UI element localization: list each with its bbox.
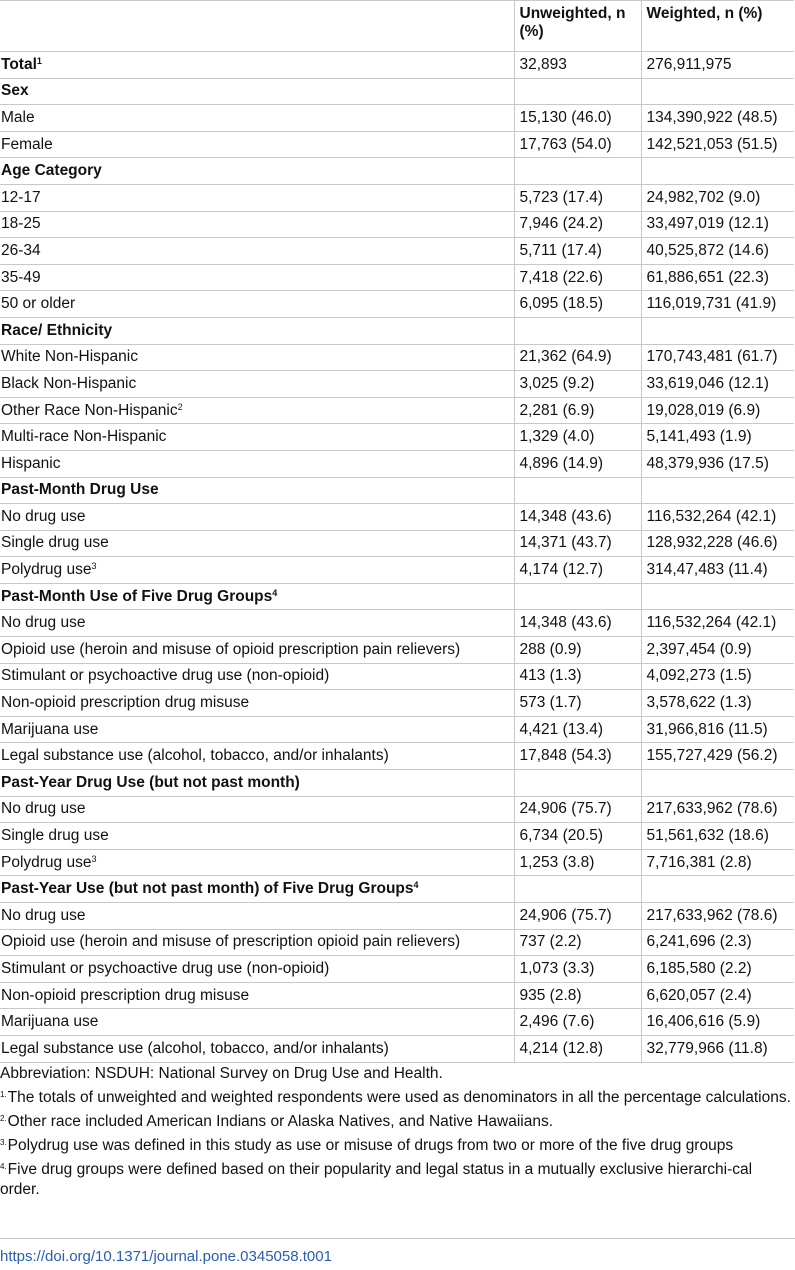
row-label-cell xyxy=(0,716,514,743)
row-label-cell xyxy=(0,583,514,610)
weighted-cell: 7,716,381 (2.8) xyxy=(641,849,794,876)
weighted-cell: 5,141,493 (1.9) xyxy=(641,424,794,451)
table-row xyxy=(0,238,794,265)
unweighted-cell: 14,348 (43.6) xyxy=(514,610,641,637)
row-label: Male xyxy=(1,108,35,126)
weighted-cell: 6,241,696 (2.3) xyxy=(641,929,794,956)
row-label: Female xyxy=(1,135,53,153)
row-label-cell xyxy=(0,450,514,477)
doi-link[interactable]: https://doi.org/10.1371/journal.pone.0345058.t001 xyxy=(0,1248,332,1265)
weighted-cell: 16,406,616 (5.9) xyxy=(641,1009,794,1036)
unweighted-cell: 288 (0.9) xyxy=(514,637,641,664)
unweighted-cell: 3,025 (9.2) xyxy=(514,371,641,398)
table-row xyxy=(0,397,794,424)
table-row xyxy=(0,371,794,398)
unweighted-cell: 15,130 (46.0) xyxy=(514,105,641,132)
weighted-cell: 116,532,264 (42.1) xyxy=(641,504,794,531)
table-row xyxy=(0,557,794,584)
weighted-cell: 142,521,053 (51.5) xyxy=(641,131,794,158)
header-weighted: Weighted, n (%) xyxy=(641,1,794,52)
footnote-ref: 3 xyxy=(91,853,97,864)
weighted-cell: 51,561,632 (18.6) xyxy=(641,823,794,850)
weighted-cell: 40,525,872 (14.6) xyxy=(641,238,794,265)
weighted-cell: 155,727,429 (56.2) xyxy=(641,743,794,770)
footnote-2 xyxy=(0,1112,792,1132)
table-row xyxy=(0,450,794,477)
weighted-cell xyxy=(641,876,794,903)
row-label-cell xyxy=(0,849,514,876)
weighted-cell: 3,578,622 (1.3) xyxy=(641,690,794,717)
row-label-cell xyxy=(0,823,514,850)
footnote-text: The totals of unweighted and weighted respondents were used as denominators in all the percentage calculations. xyxy=(7,1089,791,1106)
weighted-cell: 116,532,264 (42.1) xyxy=(641,610,794,637)
weighted-cell: 6,185,580 (2.2) xyxy=(641,956,794,983)
unweighted-cell: 413 (1.3) xyxy=(514,663,641,690)
weighted-cell xyxy=(641,78,794,105)
section-row xyxy=(0,158,794,185)
row-label-cell xyxy=(0,477,514,504)
row-label-cell xyxy=(0,876,514,903)
unweighted-cell: 7,946 (24.2) xyxy=(514,211,641,238)
footnote-marker: 1. xyxy=(0,1090,7,1099)
row-label: 26-34 xyxy=(1,241,41,259)
row-label-cell xyxy=(0,184,514,211)
weighted-cell: 24,982,702 (9.0) xyxy=(641,184,794,211)
footnote-text: Polydrug use was defined in this study as use or misuse of drugs from two or more of the five drug groups xyxy=(7,1137,734,1154)
table-row xyxy=(0,131,794,158)
section-row xyxy=(0,876,794,903)
unweighted-cell: 4,421 (13.4) xyxy=(514,716,641,743)
row-label: No drug use xyxy=(1,800,86,818)
row-label: Stimulant or psychoactive drug use (non-opioid) xyxy=(1,667,330,685)
unweighted-cell xyxy=(514,317,641,344)
weighted-cell: 6,620,057 (2.4) xyxy=(641,982,794,1009)
unweighted-cell: 17,763 (54.0) xyxy=(514,131,641,158)
row-label-cell xyxy=(0,610,514,637)
unweighted-cell: 4,896 (14.9) xyxy=(514,450,641,477)
section-row xyxy=(0,583,794,610)
unweighted-cell: 17,848 (54.3) xyxy=(514,743,641,770)
table-row xyxy=(0,690,794,717)
footnote-3 xyxy=(0,1136,792,1156)
row-label-cell xyxy=(0,903,514,930)
weighted-cell: 116,019,731 (41.9) xyxy=(641,291,794,318)
unweighted-cell: 14,348 (43.6) xyxy=(514,504,641,531)
footnote-ref: 3 xyxy=(91,561,97,572)
table-row xyxy=(0,743,794,770)
row-label: 12-17 xyxy=(1,188,41,206)
table-body xyxy=(0,52,794,1063)
row-label: Non-opioid prescription drug misuse xyxy=(1,694,250,712)
table-row xyxy=(0,849,794,876)
footnote-marker: 3. xyxy=(0,1138,7,1147)
unweighted-cell xyxy=(514,477,641,504)
section-row xyxy=(0,770,794,797)
table-row xyxy=(0,424,794,451)
unweighted-cell: 1,253 (3.8) xyxy=(514,849,641,876)
unweighted-cell: 573 (1.7) xyxy=(514,690,641,717)
footnote-ref: 1 xyxy=(36,55,42,66)
unweighted-cell xyxy=(514,876,641,903)
row-label-cell xyxy=(0,52,514,79)
table-header-row xyxy=(0,1,794,52)
table-row xyxy=(0,929,794,956)
section-row xyxy=(0,78,794,105)
table-row xyxy=(0,982,794,1009)
row-label: Stimulant or psychoactive drug use (non-opioid) xyxy=(1,959,330,977)
row-label: Total xyxy=(1,55,37,73)
row-label: No drug use xyxy=(1,614,86,632)
table-row xyxy=(0,637,794,664)
table-row xyxy=(0,1035,794,1062)
footnote-4 xyxy=(0,1160,792,1200)
row-label: Opioid use (heroin and misuse of prescription opioid pain relievers) xyxy=(1,933,461,951)
unweighted-cell: 6,095 (18.5) xyxy=(514,291,641,318)
table-row xyxy=(0,504,794,531)
row-label: 18-25 xyxy=(1,215,41,233)
row-label-cell xyxy=(0,770,514,797)
row-label: Polydrug use xyxy=(1,561,92,579)
weighted-cell xyxy=(641,158,794,185)
abbreviation-note: Abbreviation: NSDUH: National Survey on Drug Use and Health. xyxy=(0,1065,443,1082)
footnote-ref: 4 xyxy=(413,880,419,891)
footnote-ref: 4 xyxy=(272,587,278,598)
row-label-cell xyxy=(0,557,514,584)
weighted-cell: 32,779,966 (11.8) xyxy=(641,1035,794,1062)
row-label-cell xyxy=(0,929,514,956)
weighted-cell: 170,743,481 (61.7) xyxy=(641,344,794,371)
table-row xyxy=(0,796,794,823)
row-label: Hispanic xyxy=(1,454,61,472)
table-row xyxy=(0,716,794,743)
weighted-cell: 2,397,454 (0.9) xyxy=(641,637,794,664)
row-label: Other Race Non-Hispanic xyxy=(1,401,178,419)
table-row xyxy=(0,211,794,238)
weighted-cell: 33,619,046 (12.1) xyxy=(641,371,794,398)
row-label: Opioid use (heroin and misuse of opioid prescription pain relievers) xyxy=(1,640,461,658)
unweighted-cell: 4,174 (12.7) xyxy=(514,557,641,584)
row-label: Legal substance use (alcohol, tobacco, and/or inhalants) xyxy=(1,1039,389,1057)
row-label-cell xyxy=(0,397,514,424)
unweighted-cell xyxy=(514,158,641,185)
footnote-1 xyxy=(0,1088,792,1108)
table-row xyxy=(0,610,794,637)
weighted-cell: 31,966,816 (11.5) xyxy=(641,716,794,743)
unweighted-cell: 1,329 (4.0) xyxy=(514,424,641,451)
weighted-cell xyxy=(641,317,794,344)
row-label: Non-opioid prescription drug misuse xyxy=(1,986,250,1004)
table-row xyxy=(0,530,794,557)
table-row xyxy=(0,663,794,690)
row-label-cell xyxy=(0,663,514,690)
section-row xyxy=(0,317,794,344)
doi-footer xyxy=(0,1238,795,1266)
weighted-cell xyxy=(641,583,794,610)
row-label-cell xyxy=(0,504,514,531)
unweighted-cell xyxy=(514,78,641,105)
row-label: Polydrug use xyxy=(1,853,92,871)
footnote-marker: 4. xyxy=(0,1162,7,1171)
unweighted-cell: 6,734 (20.5) xyxy=(514,823,641,850)
weighted-cell xyxy=(641,477,794,504)
unweighted-cell: 935 (2.8) xyxy=(514,982,641,1009)
unweighted-cell xyxy=(514,770,641,797)
row-label-cell xyxy=(0,105,514,132)
row-label: Past-Month Drug Use xyxy=(1,481,159,499)
row-label: White Non-Hispanic xyxy=(1,348,138,366)
unweighted-cell: 1,073 (3.3) xyxy=(514,956,641,983)
row-label: 50 or older xyxy=(1,295,76,313)
unweighted-cell: 2,281 (6.9) xyxy=(514,397,641,424)
table-row xyxy=(0,903,794,930)
row-label-cell xyxy=(0,690,514,717)
weighted-cell: 217,633,962 (78.6) xyxy=(641,796,794,823)
row-label: Legal substance use (alcohol, tobacco, and/or inhalants) xyxy=(1,747,389,765)
row-label: Black Non-Hispanic xyxy=(1,374,137,392)
table-row xyxy=(0,184,794,211)
weighted-cell: 217,633,962 (78.6) xyxy=(641,903,794,930)
unweighted-cell: 7,418 (22.6) xyxy=(514,264,641,291)
row-label: Sex xyxy=(1,82,29,100)
row-label-cell xyxy=(0,344,514,371)
table-row xyxy=(0,823,794,850)
table-row xyxy=(0,956,794,983)
row-label: Multi-race Non-Hispanic xyxy=(1,428,167,446)
row-label: Past-Month Use of Five Drug Groups xyxy=(1,587,273,605)
row-label-cell xyxy=(0,264,514,291)
row-label-cell xyxy=(0,158,514,185)
footnote-text: Other race included American Indians or Alaska Natives, and Native Hawaiians. xyxy=(7,1113,554,1130)
header-unweighted: Unweighted, n (%) xyxy=(514,1,641,52)
footnote-ref: 2 xyxy=(177,401,183,412)
footnote-text: Five drug groups were defined based on their popularity and legal status in a mutually exclusive hierarchi-cal order. xyxy=(0,1161,753,1198)
section-row xyxy=(0,477,794,504)
footnote-marker: 2. xyxy=(0,1114,7,1123)
unweighted-cell: 14,371 (43.7) xyxy=(514,530,641,557)
unweighted-cell: 32,893 xyxy=(514,52,641,79)
row-label: Marijuana use xyxy=(1,720,99,738)
row-label: Single drug use xyxy=(1,534,109,552)
table-row xyxy=(0,344,794,371)
row-label-cell xyxy=(0,238,514,265)
unweighted-cell xyxy=(514,583,641,610)
row-label-cell xyxy=(0,956,514,983)
weighted-cell: 4,092,273 (1.5) xyxy=(641,663,794,690)
row-label-cell xyxy=(0,291,514,318)
table-row xyxy=(0,105,794,132)
unweighted-cell: 21,362 (64.9) xyxy=(514,344,641,371)
row-label-cell xyxy=(0,371,514,398)
header-label-column xyxy=(0,1,514,52)
row-label-cell xyxy=(0,796,514,823)
weighted-cell: 276,911,975 xyxy=(641,52,794,79)
total-row xyxy=(0,52,794,79)
row-label-cell xyxy=(0,78,514,105)
row-label-cell xyxy=(0,1035,514,1062)
unweighted-cell: 5,723 (17.4) xyxy=(514,184,641,211)
weighted-cell: 48,379,936 (17.5) xyxy=(641,450,794,477)
table-row xyxy=(0,1009,794,1036)
row-label-cell xyxy=(0,131,514,158)
row-label-cell xyxy=(0,743,514,770)
weighted-cell: 19,028,019 (6.9) xyxy=(641,397,794,424)
row-label: No drug use xyxy=(1,906,86,924)
weighted-cell: 314,47,483 (11.4) xyxy=(641,557,794,584)
unweighted-cell: 24,906 (75.7) xyxy=(514,903,641,930)
row-label-cell xyxy=(0,530,514,557)
row-label-cell xyxy=(0,317,514,344)
row-label: Past-Year Use (but not past month) of Five Drug Groups xyxy=(1,880,414,898)
unweighted-cell: 5,711 (17.4) xyxy=(514,238,641,265)
row-label: Marijuana use xyxy=(1,1013,99,1031)
row-label: Past-Year Drug Use (but not past month) xyxy=(1,773,300,791)
unweighted-cell: 4,214 (12.8) xyxy=(514,1035,641,1062)
unweighted-cell: 737 (2.2) xyxy=(514,929,641,956)
weighted-cell: 134,390,922 (48.5) xyxy=(641,105,794,132)
row-label-cell xyxy=(0,424,514,451)
unweighted-cell: 24,906 (75.7) xyxy=(514,796,641,823)
weighted-cell: 33,497,019 (12.1) xyxy=(641,211,794,238)
row-label-cell xyxy=(0,211,514,238)
row-label: 35-49 xyxy=(1,268,41,286)
row-label-cell xyxy=(0,637,514,664)
table-row xyxy=(0,264,794,291)
row-label: Single drug use xyxy=(1,827,109,845)
row-label: No drug use xyxy=(1,507,86,525)
weighted-cell xyxy=(641,770,794,797)
row-label: Age Category xyxy=(1,162,102,180)
unweighted-cell: 2,496 (7.6) xyxy=(514,1009,641,1036)
weighted-cell: 61,886,651 (22.3) xyxy=(641,264,794,291)
row-label-cell xyxy=(0,1009,514,1036)
table-row xyxy=(0,291,794,318)
row-label: Race/ Ethnicity xyxy=(1,321,113,339)
weighted-cell: 128,932,228 (46.6) xyxy=(641,530,794,557)
row-label-cell xyxy=(0,982,514,1009)
footnotes xyxy=(0,1064,792,1204)
